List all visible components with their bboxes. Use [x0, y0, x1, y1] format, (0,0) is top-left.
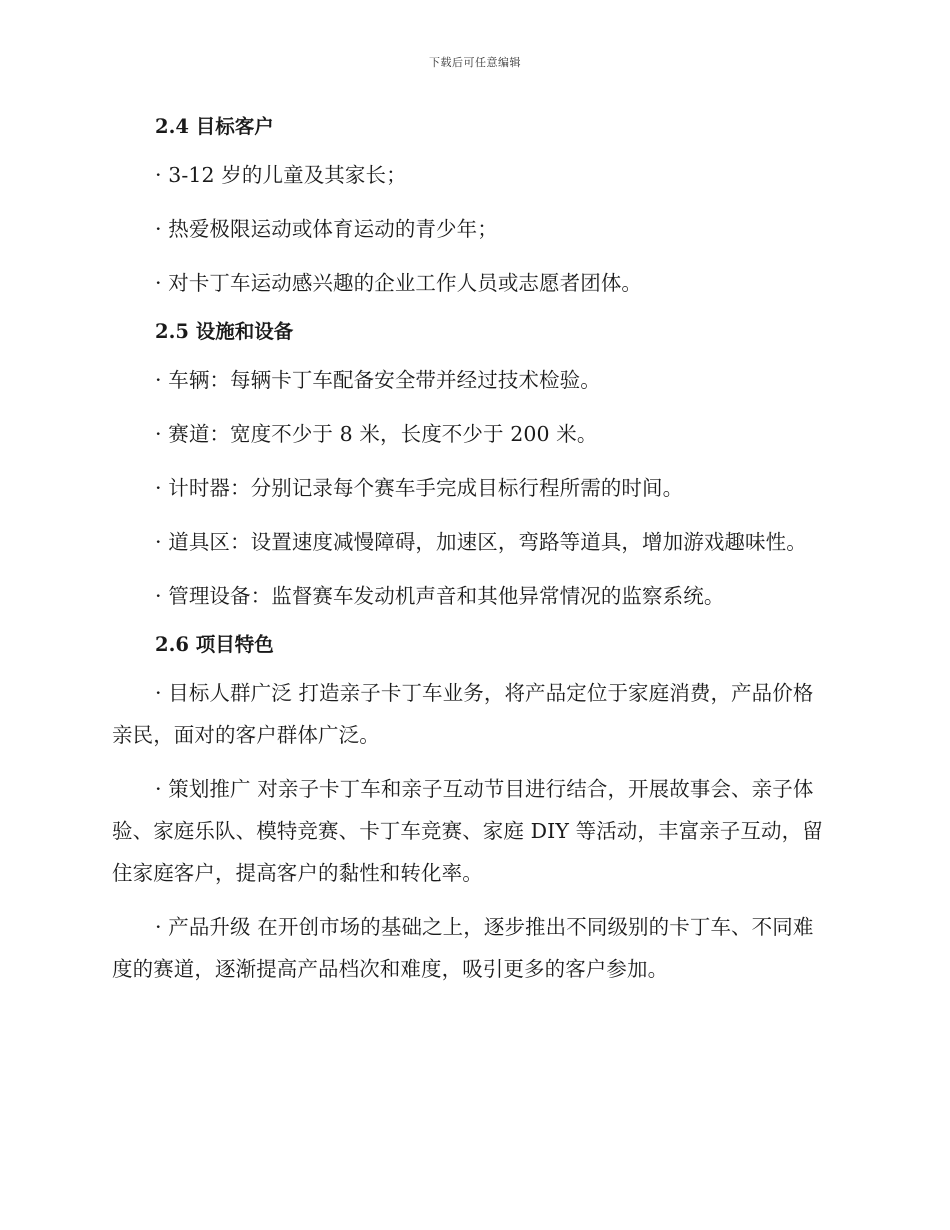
bullet-paragraph: · 车辆：每辆卡丁车配备安全带并经过技术检验。 [155, 368, 601, 392]
section-title-2-6: 2.6 项目特色 [155, 633, 274, 656]
bullet-paragraph: · 道具区：设置速度减慢障碍，加速区，弯路等道具，增加游戏趣味性。 [155, 530, 807, 554]
bullet-paragraph: · 赛道：宽度不少于 8 米，长度不少于 200 米。 [155, 422, 598, 446]
section-title-2-4: 2.4 目标客户 [155, 115, 274, 138]
bullet-paragraph: · 对卡丁车运动感兴趣的企业工作人员或志愿者团体。 [155, 271, 643, 295]
page-header: 下载后可任意编辑 [429, 56, 521, 69]
bullet-paragraph: · 产品升级 在开创市场的基础之上，逐步推出不同级别的卡丁车、不同难度的赛道，逐渐提高产品档次和难度，吸引更多的客户参加。 [112, 915, 814, 981]
section-title-2-5: 2.5 设施和设备 [155, 320, 294, 343]
bullet-paragraph: · 目标人群广泛 打造亲子卡丁车业务，将产品定位于家庭消费，产品价格亲民，面对的客户群体广泛。 [112, 681, 814, 747]
bullet-paragraph: · 管理设备：监督赛车发动机声音和其他异常情况的监察系统。 [155, 584, 725, 608]
bullet-paragraph: · 热爱极限运动或体育运动的青少年； [155, 217, 498, 241]
bullet-paragraph: · 计时器：分别记录每个赛车手完成目标行程所需的时间。 [155, 476, 684, 500]
bullet-paragraph: · 3-12 岁的儿童及其家长； [155, 163, 407, 187]
bullet-paragraph: · 策划推广 对亲子卡丁车和亲子互动节目进行结合，开展故事会、亲子体验、家庭乐队、模特竞赛、卡丁车竞赛、家庭 DIY 等活动，丰富亲子互动，留住家庭客户，提高客户的黏性和转化率。 [112, 777, 823, 885]
document-body [112, 112, 828, 990]
